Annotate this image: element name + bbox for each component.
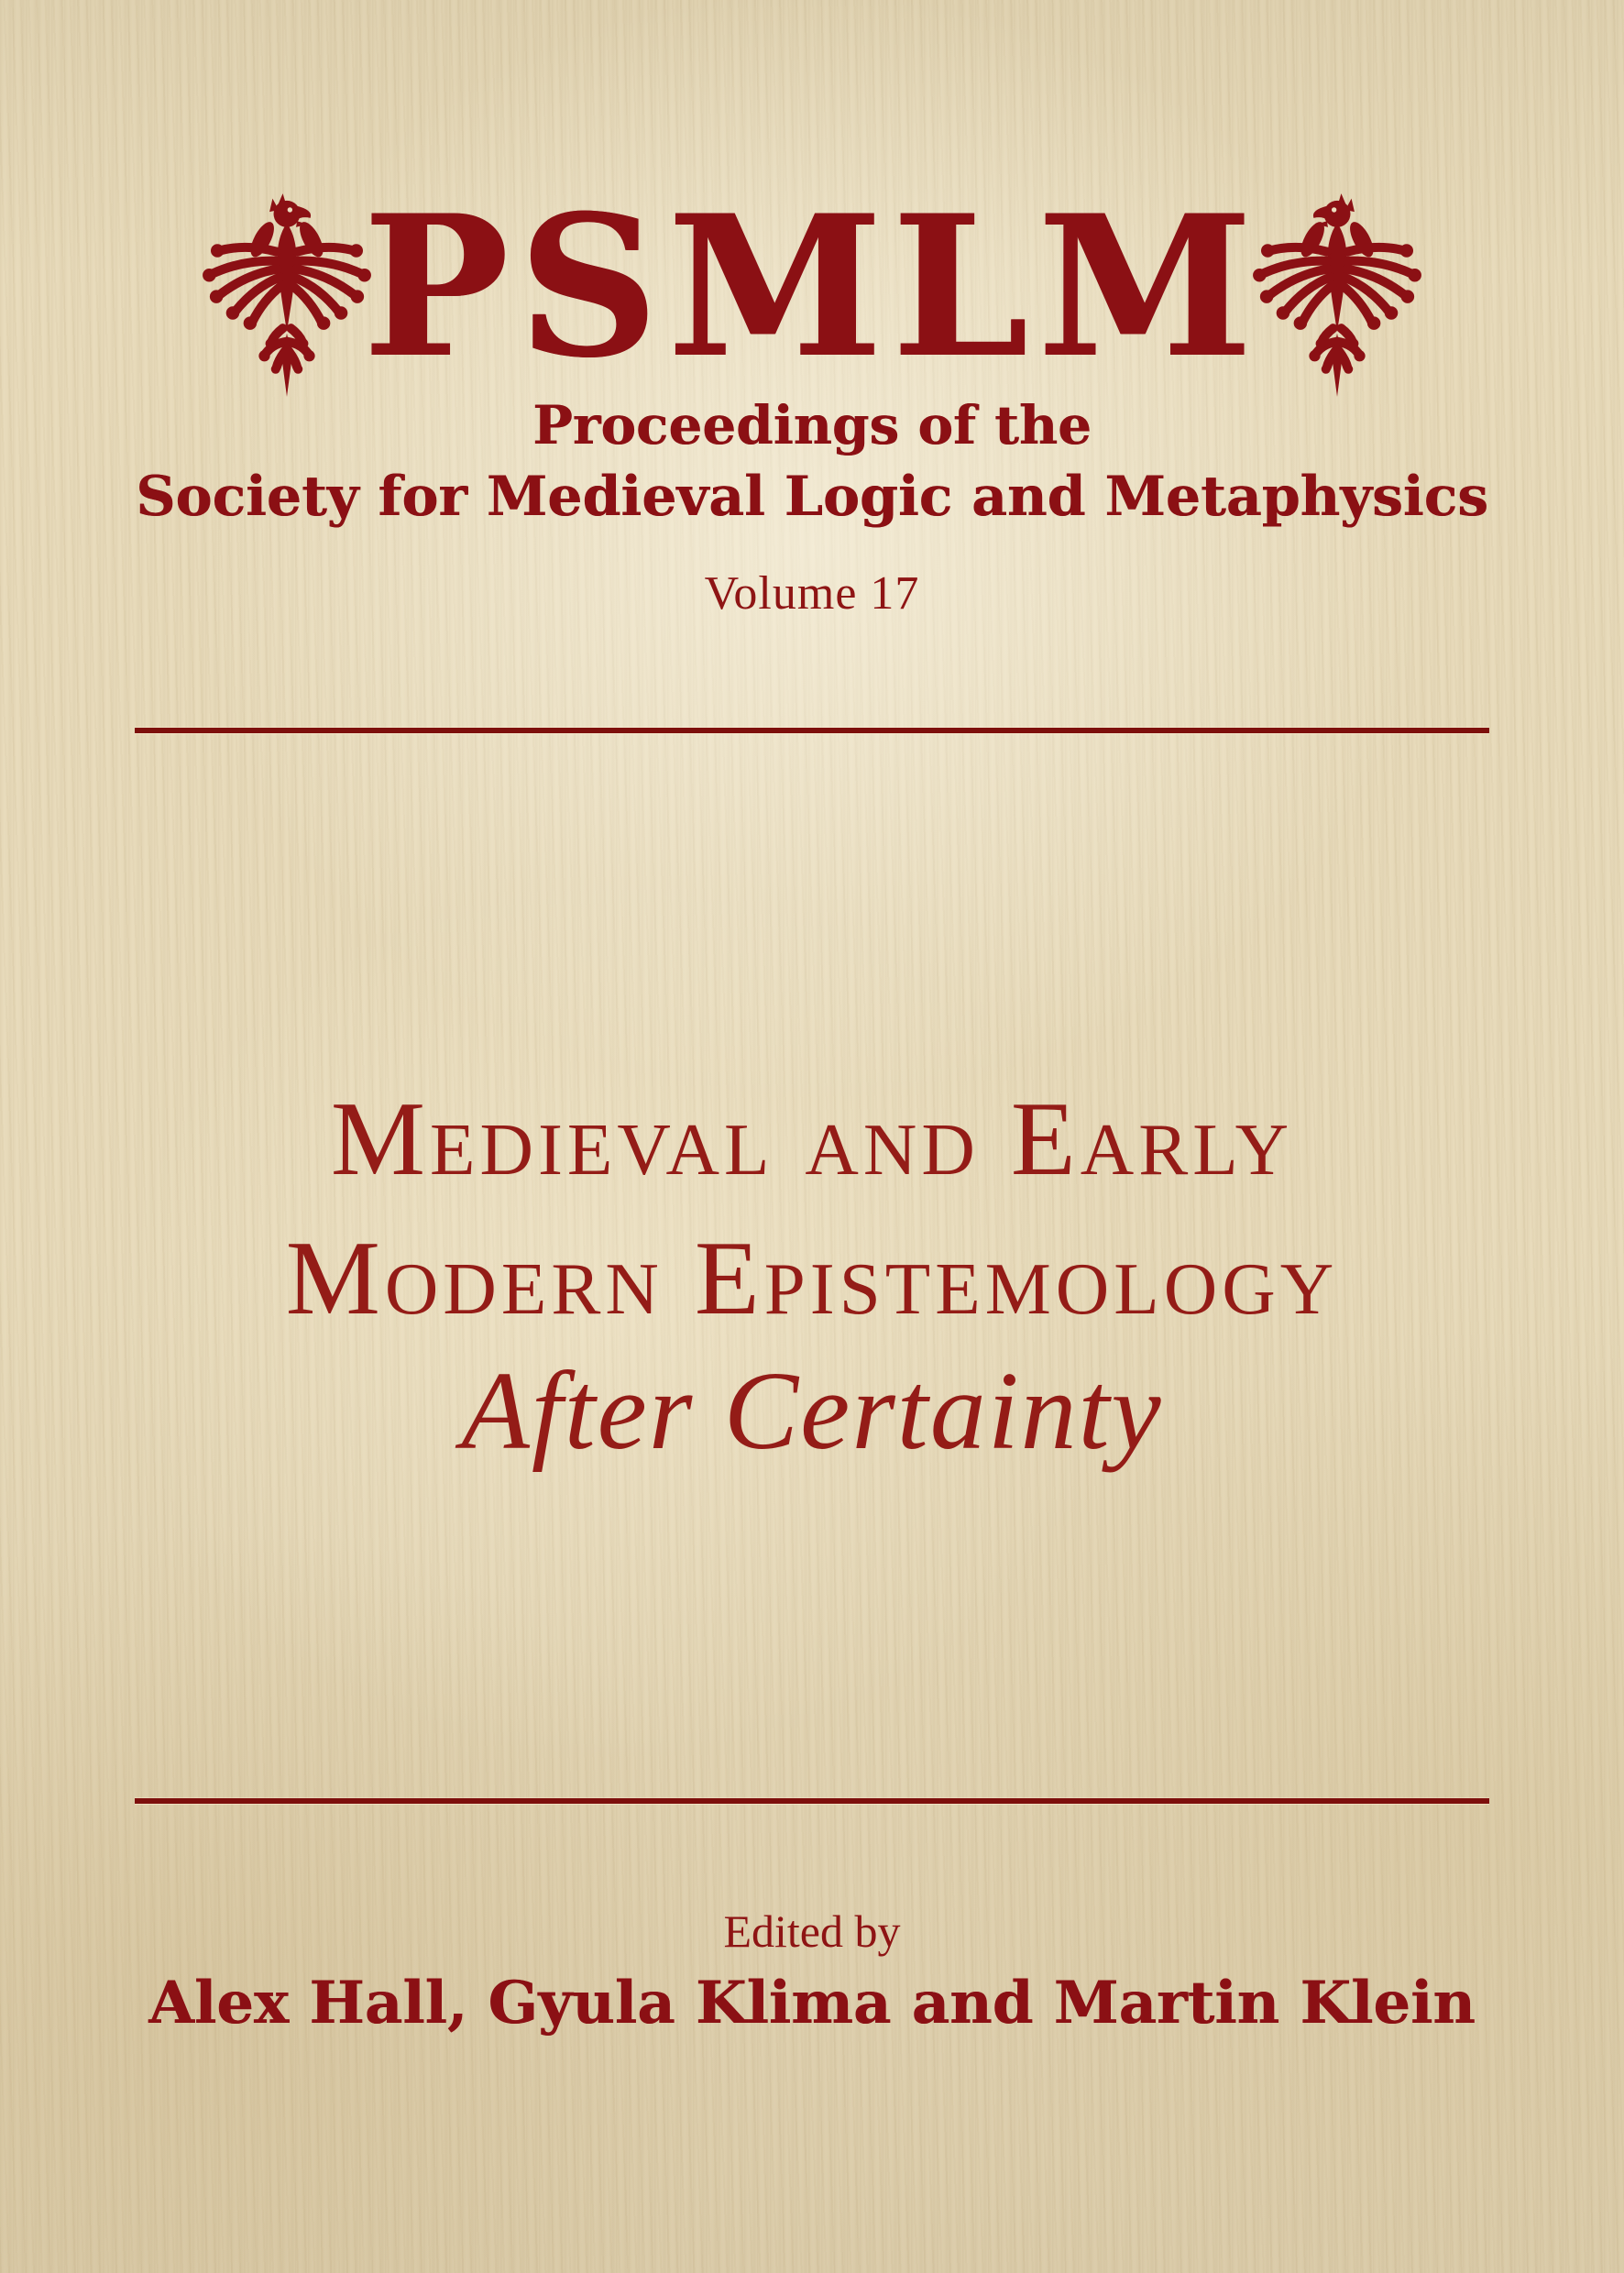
society-acronym: PSMLM: [362, 172, 1262, 401]
society-subtitle-line1: Proceedings of the: [532, 394, 1092, 456]
society-subtitle-line2: Society for Medieval Logic and Metaphysics: [136, 465, 1488, 529]
book-title-line2: Modern Epistemology: [285, 1220, 1339, 1337]
book-subtitle-italic: After Certainty: [461, 1349, 1163, 1473]
editors-names: Alex Hall, Gyula Klima and Martin Klein: [148, 1969, 1476, 2037]
ornamental-rule-top: [135, 728, 1489, 733]
edited-by-label: Edited by: [723, 1905, 901, 1957]
volume-label: Volume 17: [704, 567, 920, 620]
book-title-line1: Medieval and Early: [330, 1081, 1294, 1198]
ornamental-rule-bottom: [135, 1798, 1489, 1804]
